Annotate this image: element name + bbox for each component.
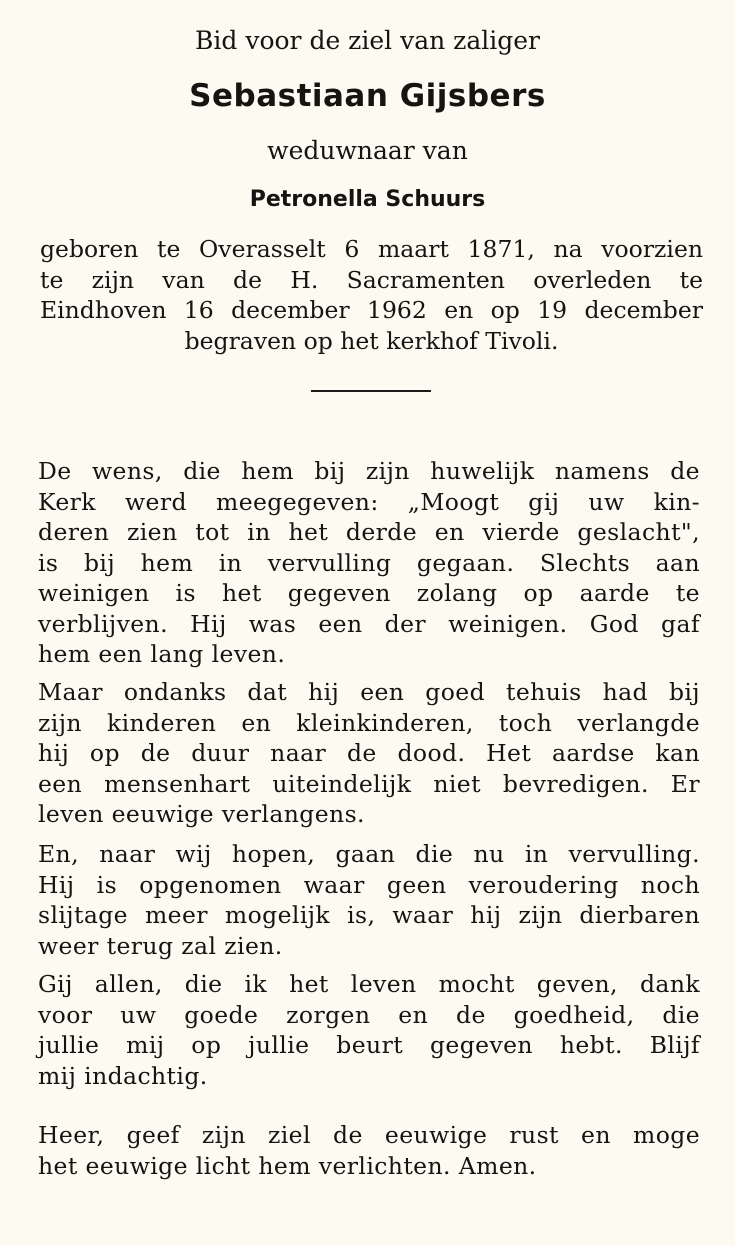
- text-line: weer terug zal zien.: [38, 931, 283, 960]
- text-line: Hij is opgenomen waar geen veroudering noch: [38, 870, 700, 899]
- intro-line: Bid voor de ziel van zaliger: [195, 26, 540, 55]
- text-line: Kerk werd meegegeven: „Moogt gij uw kin-: [38, 487, 700, 516]
- text-line: verblijven. Hij was een der weinigen. God gaf: [38, 609, 700, 638]
- biography-block: [40, 234, 703, 356]
- text-line: slijtage meer mogelijk is, waar hij zijn dierbaren: [38, 901, 700, 929]
- text-line: zijn kinderen en kleinkinderen, toch verlangde: [38, 708, 700, 737]
- paragraph-longing: [38, 677, 700, 830]
- paragraph-wish: [38, 456, 700, 670]
- paragraph-prayer: [38, 1120, 700, 1181]
- text-line: het eeuwige licht hem verlichten. Amen.: [38, 1151, 537, 1180]
- text-line: mij indachtig.: [38, 1061, 208, 1090]
- deceased-name: Sebastiaan Gijsbers: [189, 78, 546, 114]
- widower-line: weduwnaar van: [267, 136, 468, 165]
- text-line: De wens, die hem bij zijn huwelijk namens de: [38, 457, 700, 485]
- biography-line: te zijn van de H. Sacramenten overleden te: [40, 265, 703, 294]
- divider-rule: [311, 390, 431, 392]
- spouse-name: Petronella Schuurs: [249, 187, 486, 212]
- text-line: Maar ondanks dat hij een goed tehuis had bij: [38, 678, 700, 706]
- text-line: En, naar wij hopen, gaan die nu in vervulling.: [38, 840, 700, 868]
- text-line: een mensenhart uiteindelijk niet bevredigen. Er: [38, 769, 700, 798]
- text-line: hij op de duur naar de dood. Het aardse kan: [38, 739, 700, 767]
- text-line: deren zien tot in het derde en vierde geslacht",: [38, 518, 700, 546]
- text-line: leven eeuwige verlangens.: [38, 800, 365, 828]
- text-line: voor uw goede zorgen en de goedheid, die: [38, 1000, 700, 1029]
- paragraph-hope: [38, 839, 700, 961]
- biography-line: Eindhoven 16 december 1962 en op 19 december: [40, 296, 703, 324]
- text-line: weinigen is het gegeven zolang op aarde te: [38, 579, 700, 607]
- text-line: hem een lang leven.: [38, 640, 286, 668]
- biography-line: geboren te Overasselt 6 maart 1871, na voorzien: [40, 235, 703, 263]
- biography-line: begraven op het kerkhof Tivoli.: [184, 326, 559, 355]
- paragraph-thanks: [38, 969, 700, 1091]
- text-line: is bij hem in vervulling gegaan. Slechts aan: [38, 548, 700, 577]
- text-line: jullie mij op jullie beurt gegeven hebt. Blijf: [38, 1031, 700, 1059]
- text-line: Heer, geef zijn ziel de eeuwige rust en moge: [38, 1121, 700, 1149]
- text-line: Gij allen, die ik het leven mocht geven, dank: [38, 970, 700, 998]
